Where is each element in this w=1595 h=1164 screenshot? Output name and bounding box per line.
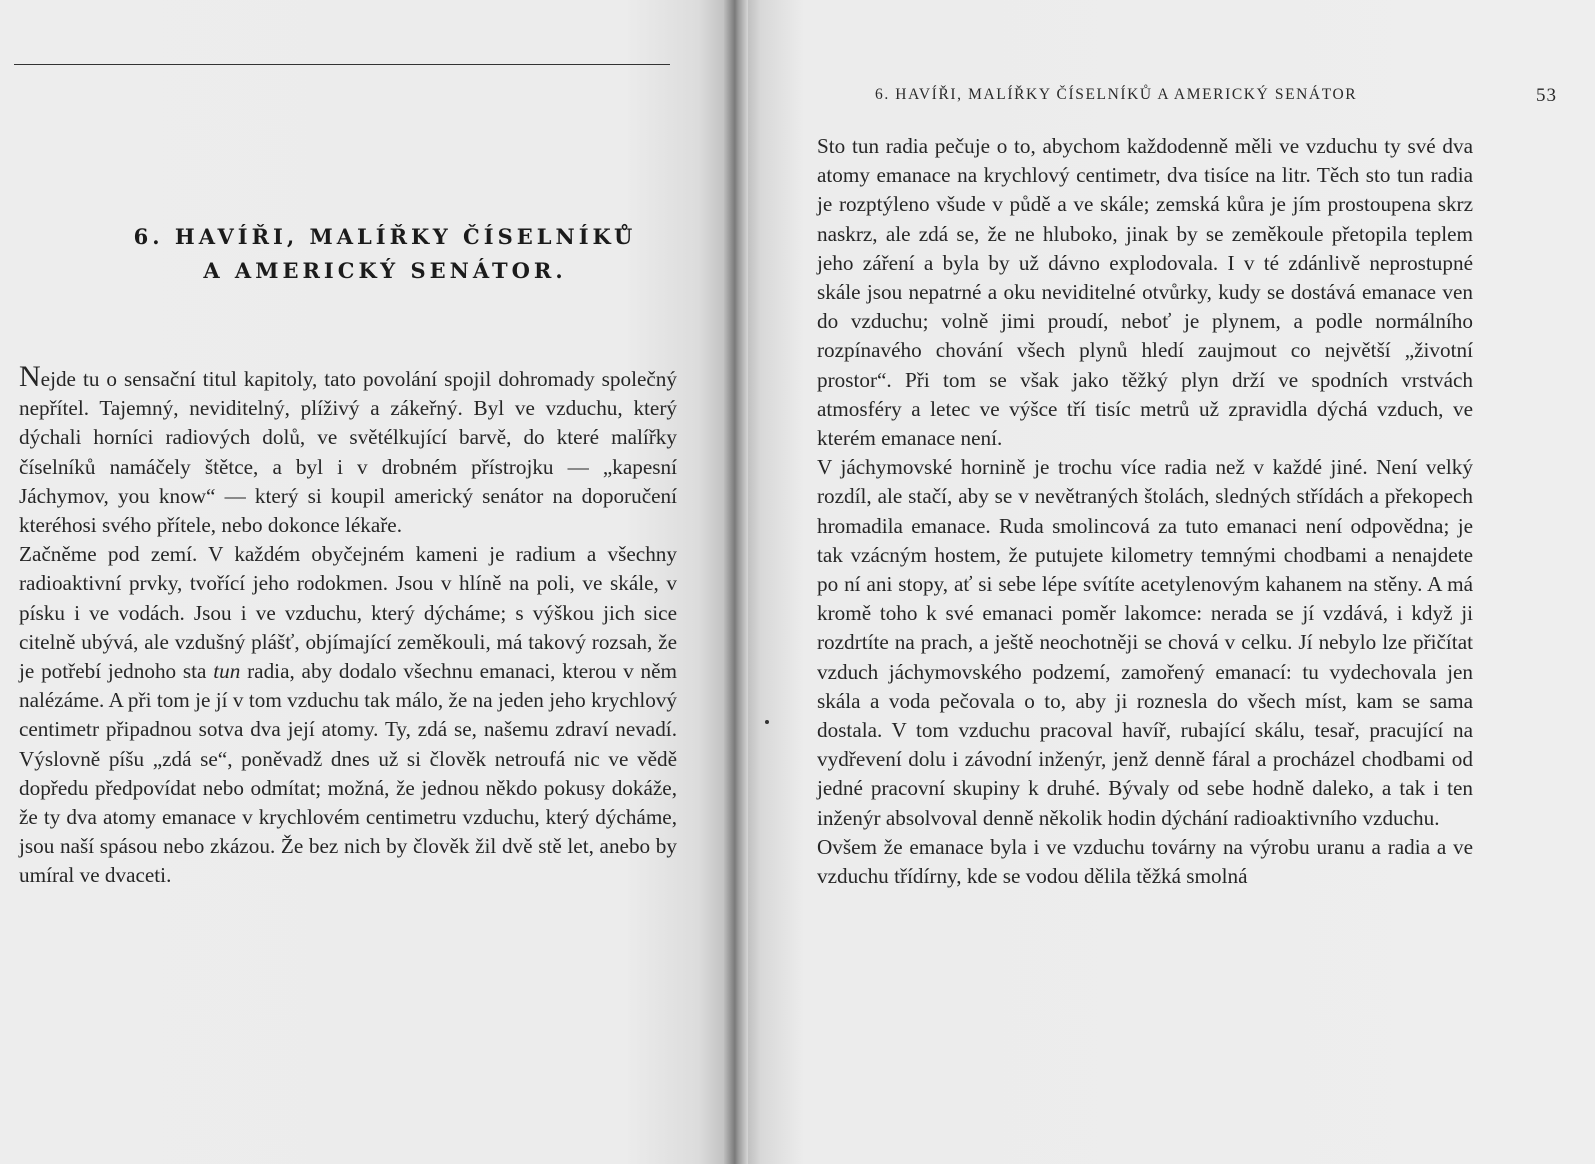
emphasis-text: tun bbox=[213, 659, 241, 684]
paragraph bbox=[19, 360, 677, 540]
paragraph-text: radia, aby dodalo všechnu emanaci, kterou v něm nalézáme. A při tom je jí v tom vzduchu tak málo, že na jeden jeho krychlový centimetr připadnou sotva dva její atomy. Ty, zdá se, našemu zdraví nevadí. Výslovně píšu „zdá se“, poněvadž dnes už si člověk netroufá nic ve vědě dopředu předpovídat nebo odmítat; možná, že jednou někdo pokusy dokáže, že ty dva atomy emanace v krychlovém centimetru vzduchu, který dýcháme, jsou naší spásou nebo zkázou. Že bez nich by člověk žil dvě stě let, anebo by umíral ve dvaceti. bbox=[19, 659, 678, 888]
running-header-title: 6. HAVÍŘI, MALÍŘKY ČÍSELNÍKŮ A AMERICKÝ SENÁTOR bbox=[875, 86, 1358, 103]
page-number: 53 bbox=[1536, 85, 1557, 106]
paragraph-text: Začněme pod zemí. V každém obyčejném kameni je radium a všechny radioaktivní prvky, tvořící jeho rodokmen. Jsou v hlíně na poli, ve skále, v písku i ve vodách. Jsou i ve vzduchu, který dýcháme; s výškou jich sice citelně ubývá, ale vzdušný plášť, objímající zeměkouli, má takový rozsah, že je potřebí jednoho sta bbox=[19, 542, 677, 684]
chapter-title-line-1: 6. HAVÍŘI, MALÍŘKY ČÍSELNÍKŮ bbox=[133, 224, 637, 249]
drop-letter: N bbox=[19, 360, 41, 393]
paragraph: Sto tun radia pečuje o to, abychom každodenně měli ve vzduchu ty své dva atomy emanace na krychlový centimetr, dva tisíce na litr. Těch sto tun radia je rozptýleno všude v půdě a ve skále; zemská kůra je jím prostoupena skrz naskrz, ale zdá se, že ne hluboko, jinak by se zeměkoule přetopila teplem jeho záření a byla by už dávno explodovala. I v té zdánlivě neprostupné skále jsou nepatrné a oku neviditelné otvůrky, kudy se dostává emanace ven do vzduchu; volně jimi proudí, neboť je plynem, a podle normálního rozpínavého chování všech plynů hledí zaujmout co největší „životní prostor“. Při tom se však jako těžký plyn drží ve spodních vrstvách atmosféry a letec ve výšce tří tisíc metrů už zpravidla dýchá vzduch, ve kterém emanace není. bbox=[817, 134, 1473, 451]
paragraph bbox=[19, 540, 677, 890]
left-page bbox=[0, 0, 735, 1164]
print-speck bbox=[765, 720, 769, 724]
paragraph-text: ejde tu o sensační titul kapitoly, tato povolání spojil dohromady společný nepřítel. Tajemný, neviditelný, plíživý a zákeřný. Byl ve vzduchu, který dýchali horníci radiových dolů, ve světélkující barvě, do které malířky číselníků namáčely štětce, a byl i v drobném přístrojku — „kapesní Jáchymov, you know“ — který si koupil americký senátor na doporučení kteréhosi svého přítele, nebo dokonce lékaře. bbox=[19, 367, 677, 538]
right-page bbox=[735, 0, 1595, 1164]
right-body-text bbox=[817, 132, 1473, 891]
book-gutter bbox=[724, 0, 748, 1164]
chapter-title bbox=[40, 220, 730, 288]
left-body-text bbox=[19, 360, 678, 891]
chapter-title-line-2: A AMERICKÝ SENÁTOR. bbox=[203, 258, 567, 283]
paragraph: Ovšem že emanace byla i ve vzduchu továrny na výrobu uranu a radia a ve vzduchu třídírny, kde se vodou dělila těžká smolná bbox=[817, 834, 1473, 889]
top-rule bbox=[14, 64, 670, 65]
paragraph: V jáchymovské hornině je trochu více radia než v každé jiné. Není velký rozdíl, ale stačí, aby se v nevětraných štolách, sledných střídách a překopech hromadila emanace. Ruda smolincová za tuto emanaci není odpovědna; je tak vzácným hostem, že putujete kilometry temnými chodbami a nenajdete po ní ani stopy, ať si sebe lépe svítíte acetylenovým kahanem na stěny. A má kromě toho k své emanaci poměr lakomce: nerada se jí vzdává, i když ji rozdrtíte na prach, a ještě neochotněji se chová v celku. Jí nebylo lze přičítat vzduch jáchymovského podzemí, zamořený emanací: tu vydechovala jen skála a voda pečovala o to, aby ji roznesla do všech míst, kam se sama dostala. V tom vzduchu pracoval havíř, rubající skálu, tesař, pracující na vydřevení dolu i závodní inženýr, jenž denně fáral a procházel chodbami od jedné pracovní skupiny k druhé. Bývaly od sebe hodně daleko, a tak i ten inženýr absolvoval denně několik hodin dýchání radioaktivního vzduchu. bbox=[817, 455, 1473, 830]
running-header bbox=[875, 86, 1555, 104]
